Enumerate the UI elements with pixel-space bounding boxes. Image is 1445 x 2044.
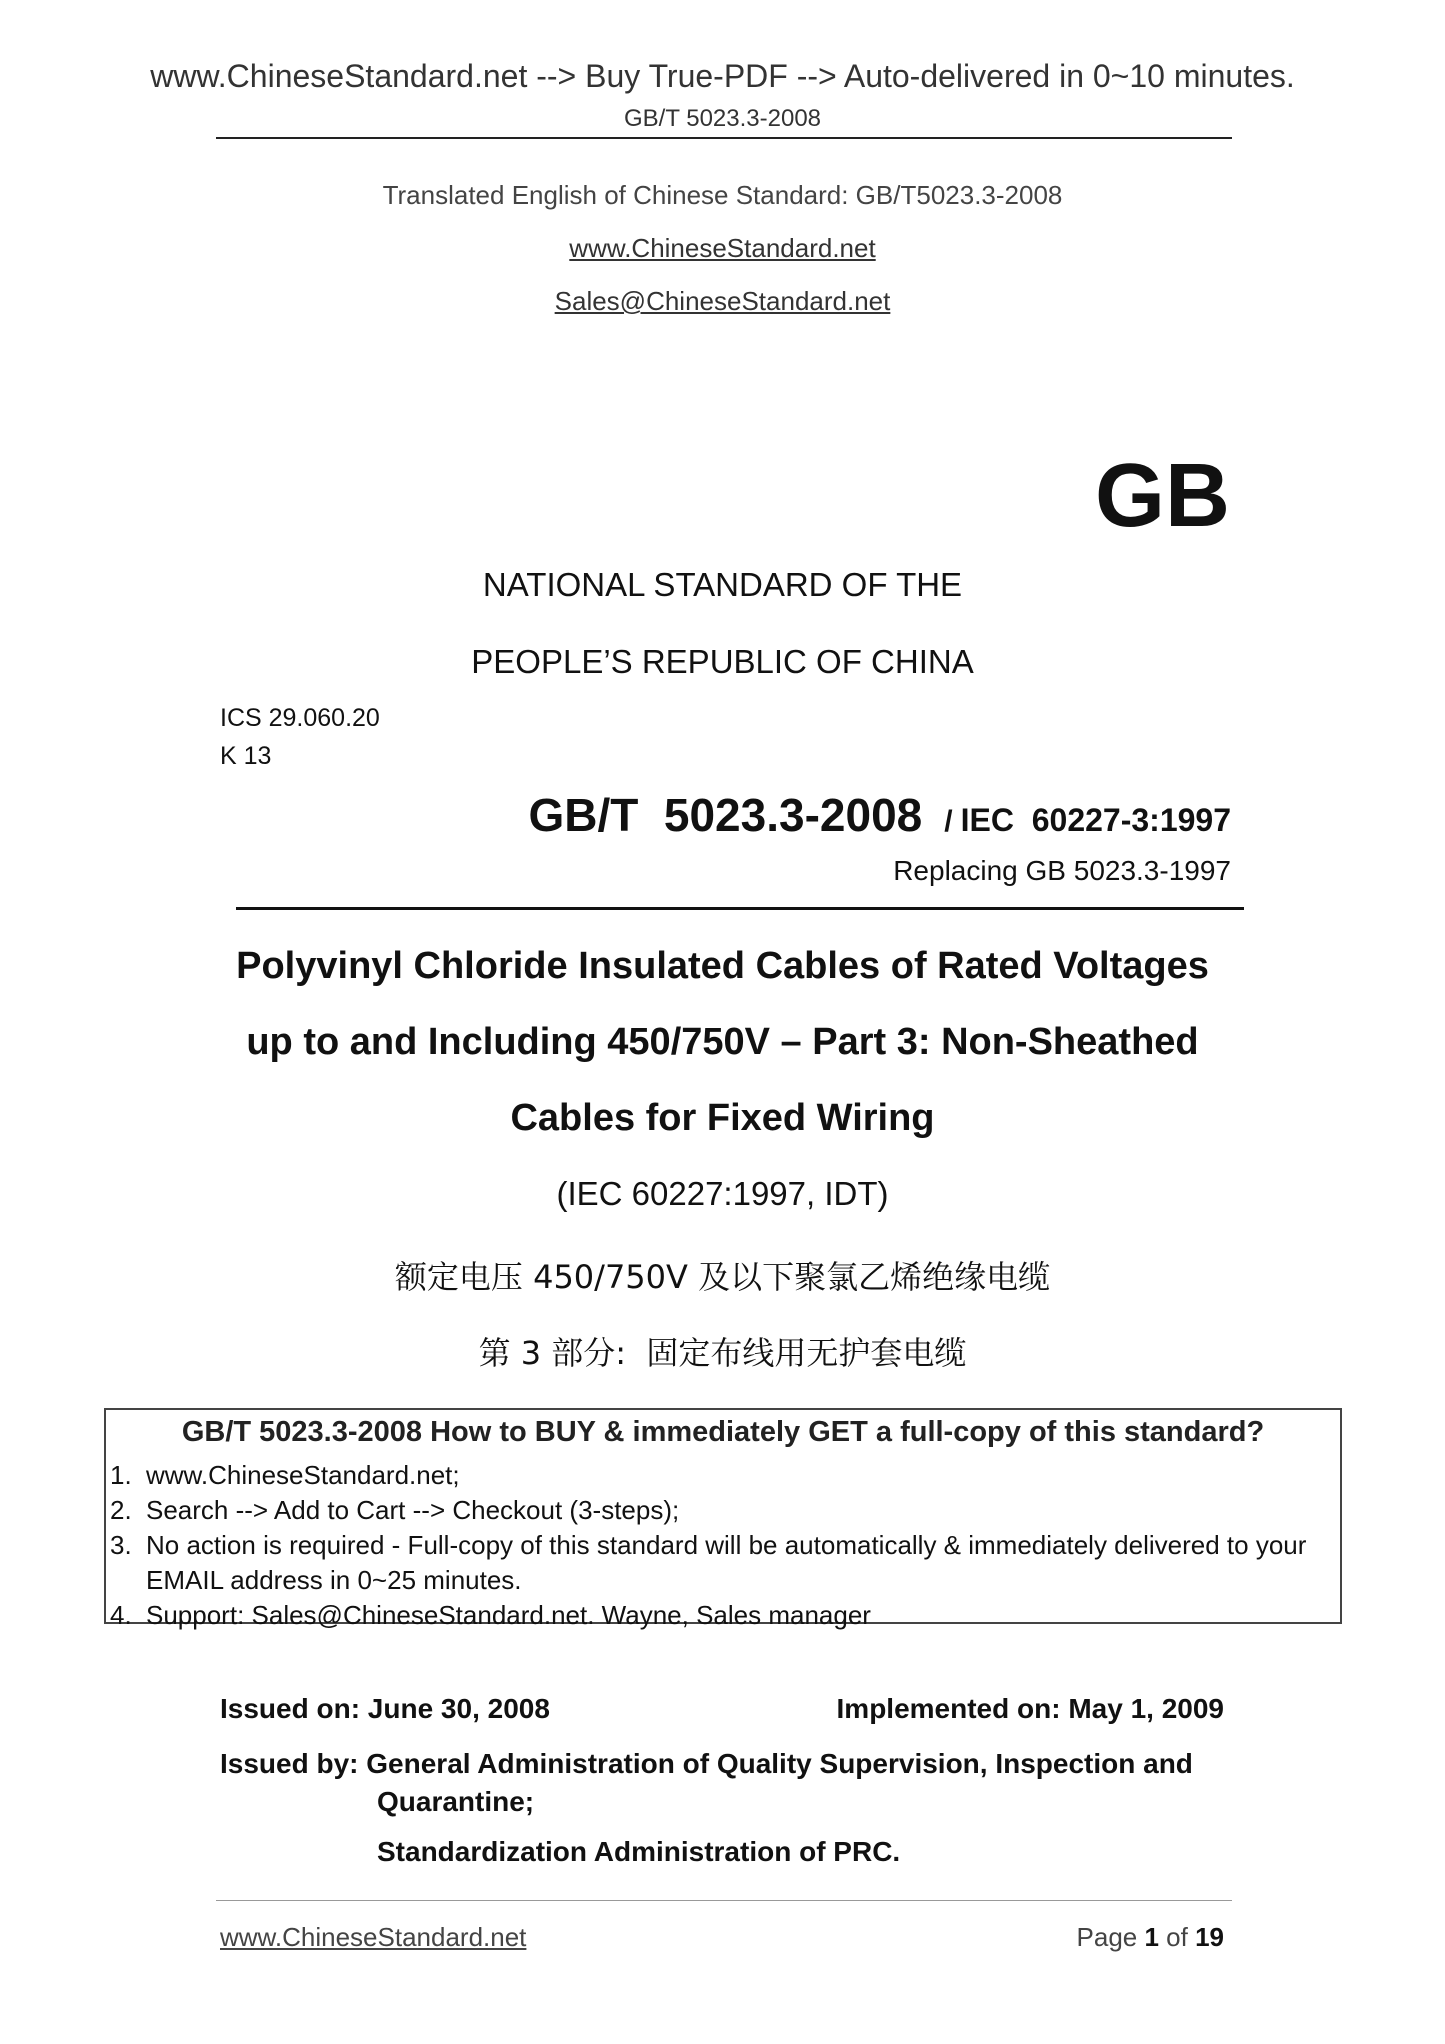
buy-step [110,1528,1330,1598]
top-banner[interactable]: www.ChineseStandard.net --> Buy True-PDF --> Auto-delivered in 0~10 minutes. [150,58,1295,94]
issued-date: Issued on: June 30, 2008 [220,1693,550,1724]
code-separator: / [944,805,953,838]
page-total: 19 [1195,1922,1224,1952]
step-text[interactable]: www.ChineseStandard.net; [146,1460,460,1490]
step-number: 4. [110,1600,132,1630]
title-divider [236,907,1244,910]
buy-instructions-box [104,1408,1342,1630]
sales-email-link[interactable]: Sales@ChineseStandard.net [554,286,891,316]
footer-website-link[interactable]: www.ChineseStandard.net [220,1922,527,1952]
buy-steps-list [110,1458,1330,1633]
standard-code: GB/T 5023.3-2008 [528,789,923,841]
issuer-line1: General Administration of Quality Supervision, Inspection and [366,1748,1193,1779]
equivalence-note: (IEC 60227:1997, IDT) [556,1175,889,1212]
step-text[interactable]: Support: Sales@ChineseStandard.net. Wayne, Sales manager [146,1600,871,1630]
implemented-date: Implemented on: May 1, 2009 [836,1693,1224,1724]
step-number: 3. [110,1530,132,1560]
national-standard-line2: PEOPLE’S REPUBLIC OF CHINA [471,643,974,680]
issuer-label: Issued by: [220,1748,367,1779]
title-line1: Polyvinyl Chloride Insulated Cables of Rated Voltages [236,945,1209,987]
header-doc-code: GB/T 5023.3-2008 [623,105,822,132]
k-code: K 13 [220,742,272,770]
page-of: of [1158,1922,1196,1952]
replacing-note: Replacing GB 5023.3-1997 [893,855,1231,886]
page-number [1077,1922,1224,1953]
step-text: Search --> Add to Cart --> Checkout (3-steps); [146,1495,680,1525]
website-link[interactable]: www.ChineseStandard.net [569,233,876,263]
header-divider [216,137,1232,139]
buy-step [110,1458,1330,1493]
issuer-line2: Quarantine; [377,1786,535,1817]
gb-logo: GB [1095,446,1230,546]
chinese-title-line2: 第 3 部分: 固定布线用无护套电缆 [478,1334,967,1372]
footer-divider [216,1900,1232,1901]
issuer-block [220,1745,1240,1821]
buy-step [110,1493,1330,1528]
translation-note: Translated English of Chinese Standard: GB/T5023.3-2008 [382,180,1063,210]
chinese-title-line1: 额定电压 450/750V 及以下聚氯乙烯绝缘电缆 [394,1258,1051,1296]
page-current: 1 [1144,1922,1159,1952]
ics-code: ICS 29.060.20 [220,704,380,732]
step-number: 2. [110,1495,132,1525]
standard-code-line [528,788,1231,842]
iec-code: IEC 60227-3:1997 [960,802,1231,838]
step-text: No action is required - Full-copy of this standard will be automatically & immediately delivered to your EMAIL address in 0~25 minutes. [146,1530,1307,1595]
issuer-line3: Standardization Administration of PRC. [377,1836,901,1867]
title-line2: up to and Including 450/750V – Part 3: Non-Sheathed [246,1021,1199,1063]
page-label: Page [1076,1922,1145,1952]
buy-step [110,1598,1330,1633]
title-line3: Cables for Fixed Wiring [510,1097,935,1139]
step-number: 1. [110,1460,132,1490]
buy-box-heading: GB/T 5023.3-2008 How to BUY & immediately GET a full-copy of this standard? [181,1416,1265,1448]
national-standard-line1: NATIONAL STANDARD OF THE [482,566,963,603]
